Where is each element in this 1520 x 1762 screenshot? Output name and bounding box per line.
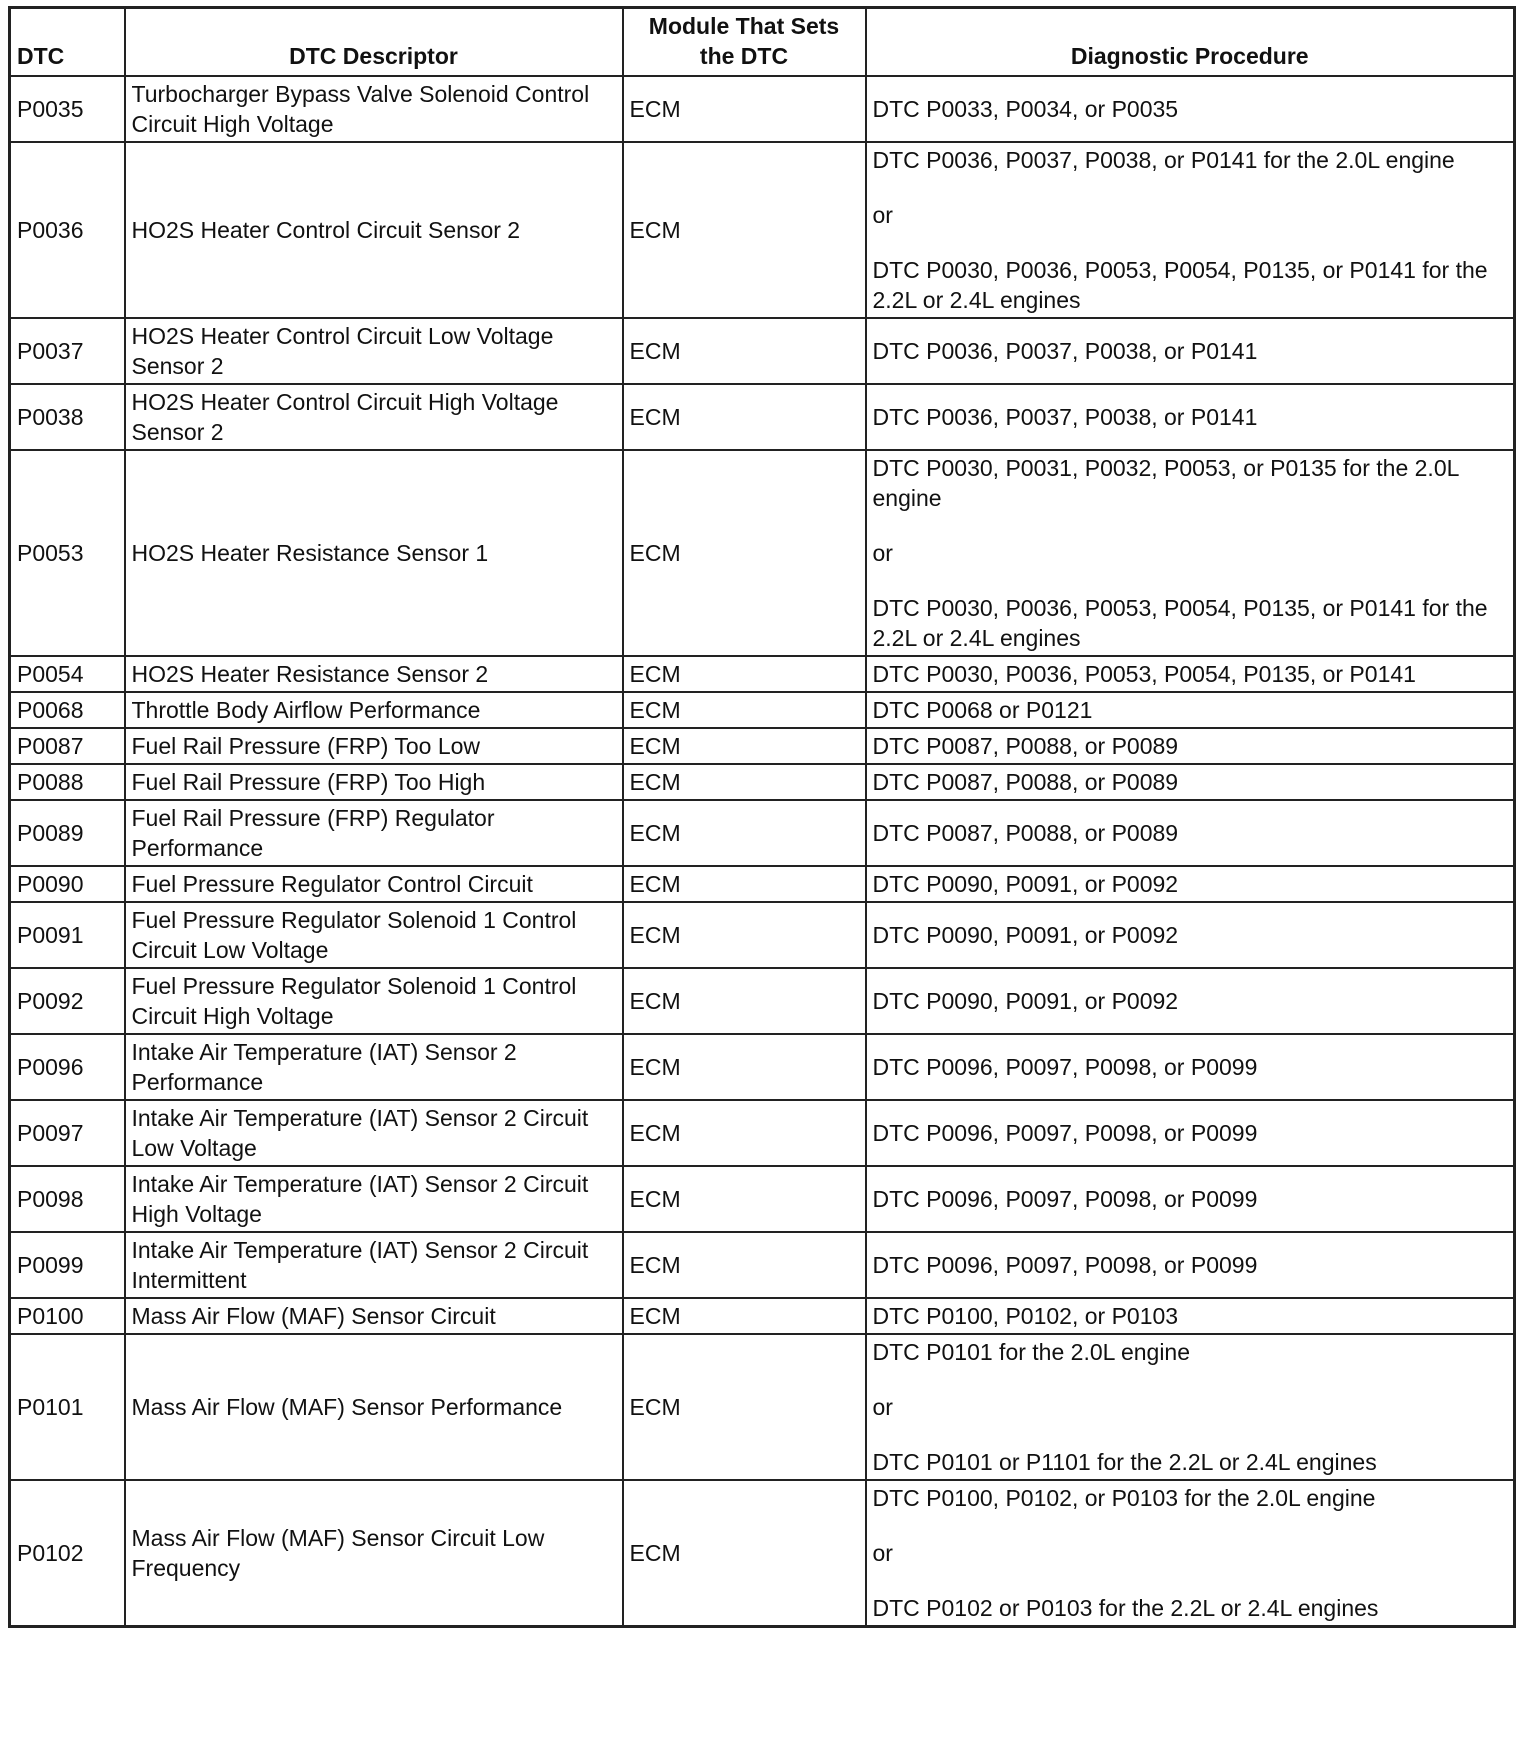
table-row: [10, 1298, 1515, 1334]
table-row: [10, 318, 1515, 384]
procedure-line: DTC P0090, P0091, or P0092: [872, 922, 1179, 948]
descriptor-cell: Fuel Pressure Regulator Solenoid 1 Control Circuit High Voltage: [125, 968, 623, 1034]
procedure-cell: [866, 450, 1515, 656]
procedure-line: DTC P0030, P0036, P0053, P0054, P0135, or P0141 for the 2.2L or 2.4L engines: [872, 257, 1488, 313]
procedure-line: DTC P0096, P0097, P0098, or P0099: [872, 1120, 1258, 1146]
procedure-line: DTC P0068 or P0121: [872, 697, 1093, 723]
table-row: [10, 1334, 1515, 1480]
paragraph-spacer: [873, 513, 1508, 538]
descriptor-cell: Mass Air Flow (MAF) Sensor Performance: [125, 1334, 623, 1480]
dtc-code-cell: P0091: [10, 902, 125, 968]
dtc-code-cell: P0097: [10, 1100, 125, 1166]
table-row: [10, 902, 1515, 968]
descriptor-cell: Intake Air Temperature (IAT) Sensor 2 Circuit Intermittent: [125, 1232, 623, 1298]
descriptor-cell: HO2S Heater Control Circuit High Voltage Sensor 2: [125, 384, 623, 450]
procedure-line: or: [872, 540, 893, 566]
module-cell: ECM: [623, 1480, 866, 1627]
dtc-code-cell: P0035: [10, 76, 125, 142]
dtc-code-cell: P0037: [10, 318, 125, 384]
procedure-line: DTC P0030, P0031, P0032, P0053, or P0135 for the 2.0L engine: [872, 455, 1459, 511]
table-row: [10, 1166, 1515, 1232]
module-cell: ECM: [623, 866, 866, 902]
dtc-code-cell: P0068: [10, 692, 125, 728]
procedure-line: DTC P0100, P0102, or P0103: [872, 1303, 1179, 1329]
module-cell: ECM: [623, 142, 866, 318]
module-cell: ECM: [623, 1298, 866, 1334]
table-row: [10, 76, 1515, 142]
procedure-cell: [866, 1334, 1515, 1480]
header-descriptor: DTC Descriptor: [125, 8, 623, 77]
module-cell: ECM: [623, 764, 866, 800]
descriptor-cell: HO2S Heater Control Circuit Sensor 2: [125, 142, 623, 318]
module-cell: ECM: [623, 1166, 866, 1232]
descriptor-cell: Intake Air Temperature (IAT) Sensor 2 Circuit Low Voltage: [125, 1100, 623, 1166]
dtc-table: [8, 6, 1516, 1628]
descriptor-cell: HO2S Heater Resistance Sensor 2: [125, 656, 623, 692]
paragraph-spacer: [873, 1367, 1508, 1392]
table-row: [10, 142, 1515, 318]
procedure-cell: [866, 76, 1515, 142]
procedure-cell: [866, 902, 1515, 968]
procedure-line: or: [872, 1540, 893, 1566]
paragraph-spacer: [873, 1568, 1508, 1593]
dtc-code-cell: P0100: [10, 1298, 125, 1334]
procedure-cell: [866, 384, 1515, 450]
module-cell: ECM: [623, 1232, 866, 1298]
table-header: [10, 8, 1515, 77]
descriptor-cell: Fuel Pressure Regulator Solenoid 1 Control Circuit Low Voltage: [125, 902, 623, 968]
dtc-code-cell: P0088: [10, 764, 125, 800]
descriptor-cell: Intake Air Temperature (IAT) Sensor 2 Performance: [125, 1034, 623, 1100]
module-cell: ECM: [623, 450, 866, 656]
module-cell: ECM: [623, 1334, 866, 1480]
paragraph-spacer: [873, 175, 1508, 200]
procedure-line: DTC P0090, P0091, or P0092: [872, 988, 1179, 1014]
table-row: [10, 1100, 1515, 1166]
procedure-line: DTC P0030, P0036, P0053, P0054, P0135, or P0141 for the 2.2L or 2.4L engines: [872, 595, 1488, 651]
table-row: [10, 764, 1515, 800]
procedure-line: DTC P0087, P0088, or P0089: [872, 769, 1179, 795]
procedure-cell: [866, 656, 1515, 692]
module-cell: ECM: [623, 384, 866, 450]
procedure-line: DTC P0101 or P1101 for the 2.2L or 2.4L engines: [872, 1449, 1377, 1475]
dtc-code-cell: P0053: [10, 450, 125, 656]
dtc-code-cell: P0098: [10, 1166, 125, 1232]
procedure-line: DTC P0096, P0097, P0098, or P0099: [872, 1054, 1258, 1080]
module-cell: ECM: [623, 1100, 866, 1166]
dtc-code-cell: P0054: [10, 656, 125, 692]
descriptor-cell: Fuel Rail Pressure (FRP) Too Low: [125, 728, 623, 764]
procedure-cell: [866, 1166, 1515, 1232]
procedure-cell: [866, 1100, 1515, 1166]
table-row: [10, 866, 1515, 902]
table-row: [10, 384, 1515, 450]
descriptor-cell: Fuel Rail Pressure (FRP) Too High: [125, 764, 623, 800]
procedure-cell: [866, 1232, 1515, 1298]
dtc-code-cell: P0099: [10, 1232, 125, 1298]
descriptor-cell: HO2S Heater Resistance Sensor 1: [125, 450, 623, 656]
module-cell: ECM: [623, 728, 866, 764]
dtc-code-cell: P0101: [10, 1334, 125, 1480]
procedure-line: DTC P0090, P0091, or P0092: [872, 871, 1179, 897]
procedure-cell: [866, 1034, 1515, 1100]
paragraph-spacer: [873, 568, 1508, 593]
descriptor-cell: Mass Air Flow (MAF) Sensor Circuit: [125, 1298, 623, 1334]
procedure-cell: [866, 318, 1515, 384]
procedure-line: DTC P0100, P0102, or P0103 for the 2.0L engine: [872, 1485, 1376, 1511]
procedure-cell: [866, 142, 1515, 318]
module-cell: ECM: [623, 692, 866, 728]
header-procedure: Diagnostic Procedure: [866, 8, 1515, 77]
procedure-line: or: [872, 1394, 893, 1420]
table-row: [10, 656, 1515, 692]
procedure-line: DTC P0096, P0097, P0098, or P0099: [872, 1252, 1258, 1278]
descriptor-cell: HO2S Heater Control Circuit Low Voltage Sensor 2: [125, 318, 623, 384]
procedure-cell: [866, 800, 1515, 866]
procedure-cell: [866, 1480, 1515, 1627]
procedure-line: or: [872, 202, 893, 228]
dtc-code-cell: P0090: [10, 866, 125, 902]
table-row: [10, 1034, 1515, 1100]
procedure-cell: [866, 728, 1515, 764]
dtc-code-cell: P0087: [10, 728, 125, 764]
descriptor-cell: Turbocharger Bypass Valve Solenoid Control Circuit High Voltage: [125, 76, 623, 142]
procedure-cell: [866, 764, 1515, 800]
descriptor-cell: Throttle Body Airflow Performance: [125, 692, 623, 728]
procedure-line: DTC P0036, P0037, P0038, or P0141: [872, 404, 1258, 430]
descriptor-cell: Fuel Rail Pressure (FRP) Regulator Performance: [125, 800, 623, 866]
table-row: [10, 1232, 1515, 1298]
procedure-cell: [866, 1298, 1515, 1334]
table-row: [10, 692, 1515, 728]
module-cell: ECM: [623, 1034, 866, 1100]
procedure-line: DTC P0030, P0036, P0053, P0054, P0135, or P0141: [872, 661, 1416, 687]
table-row: [10, 450, 1515, 656]
dtc-code-cell: P0089: [10, 800, 125, 866]
module-cell: ECM: [623, 800, 866, 866]
paragraph-spacer: [873, 1513, 1508, 1538]
procedure-line: DTC P0036, P0037, P0038, or P0141 for the 2.0L engine: [872, 147, 1455, 173]
procedure-line: DTC P0033, P0034, or P0035: [872, 96, 1179, 122]
procedure-cell: [866, 968, 1515, 1034]
dtc-code-cell: P0092: [10, 968, 125, 1034]
dtc-code-cell: P0038: [10, 384, 125, 450]
header-dtc: DTC: [10, 8, 125, 77]
table-row: [10, 800, 1515, 866]
table-row: [10, 968, 1515, 1034]
procedure-cell: [866, 692, 1515, 728]
procedure-line: DTC P0101 for the 2.0L engine: [872, 1339, 1191, 1365]
dtc-code-cell: P0102: [10, 1480, 125, 1627]
header-row: [10, 8, 1515, 77]
table-body: [10, 76, 1515, 1627]
table-row: [10, 728, 1515, 764]
dtc-code-cell: P0036: [10, 142, 125, 318]
module-cell: ECM: [623, 76, 866, 142]
procedure-line: DTC P0102 or P0103 for the 2.2L or 2.4L engines: [872, 1595, 1379, 1621]
procedure-line: DTC P0096, P0097, P0098, or P0099: [872, 1186, 1258, 1212]
procedure-line: DTC P0036, P0037, P0038, or P0141: [872, 338, 1258, 364]
module-cell: ECM: [623, 318, 866, 384]
table-row: [10, 1480, 1515, 1627]
descriptor-cell: Intake Air Temperature (IAT) Sensor 2 Circuit High Voltage: [125, 1166, 623, 1232]
descriptor-cell: Mass Air Flow (MAF) Sensor Circuit Low Frequency: [125, 1480, 623, 1627]
dtc-code-cell: P0096: [10, 1034, 125, 1100]
header-module: Module That Sets the DTC: [623, 8, 866, 77]
procedure-line: DTC P0087, P0088, or P0089: [872, 733, 1179, 759]
descriptor-cell: Fuel Pressure Regulator Control Circuit: [125, 866, 623, 902]
paragraph-spacer: [873, 230, 1508, 255]
paragraph-spacer: [873, 1422, 1508, 1447]
procedure-cell: [866, 866, 1515, 902]
module-cell: ECM: [623, 656, 866, 692]
procedure-line: DTC P0087, P0088, or P0089: [872, 820, 1179, 846]
module-cell: ECM: [623, 902, 866, 968]
module-cell: ECM: [623, 968, 866, 1034]
